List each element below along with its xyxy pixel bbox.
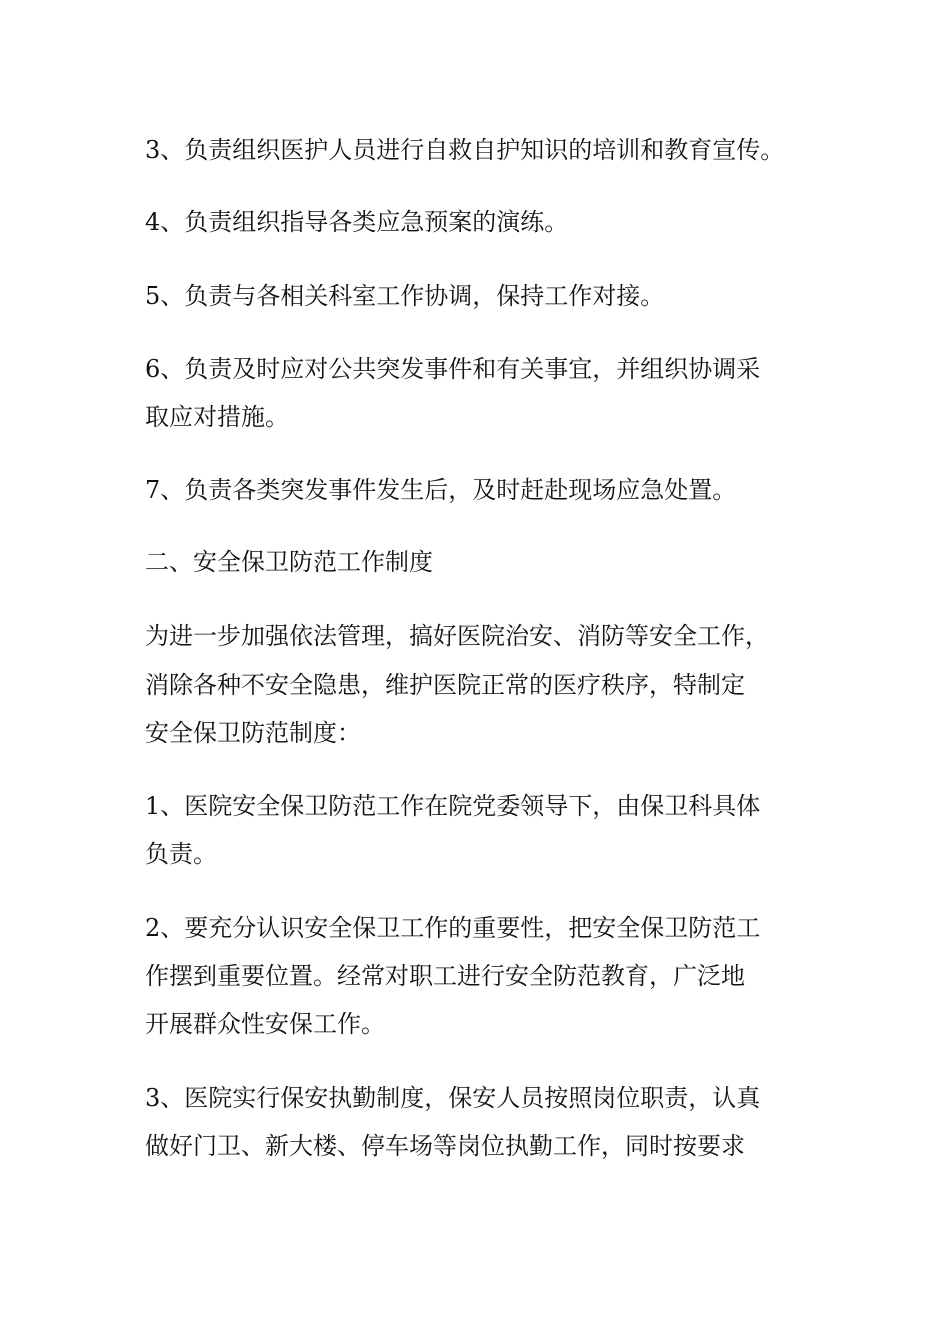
intro-paragraph-line-2: 消除各种不安全隐患，维护医院正常的医疗秩序，特制定 xyxy=(145,671,745,699)
rule-item-3-line-2: 做好门卫、新大楼、停车场等岗位执勤工作，同时按要求 xyxy=(145,1132,745,1160)
intro-paragraph-line-3: 安全保卫防范制度： xyxy=(145,719,361,747)
rule-item-2-line-2: 作摆到重要位置。经常对职工进行安全防范教育，广泛地 xyxy=(145,962,745,990)
duty-item-3: 3、负责组织医护人员进行自救自护知识的培训和教育宣传。 xyxy=(145,136,785,164)
duty-item-7: 7、负责各类突发事件发生后，及时赶赴现场应急处置。 xyxy=(145,476,737,504)
rule-item-3-line-1: 3、医院实行保安执勤制度，保安人员按照岗位职责，认真 xyxy=(145,1084,761,1112)
intro-paragraph-line-1: 为进一步加强依法管理，搞好医院治安、消防等安全工作， xyxy=(145,622,769,650)
rule-item-1-line-2: 负责。 xyxy=(145,840,217,868)
duty-item-6-line-2: 取应对措施。 xyxy=(145,403,289,431)
rule-item-2-line-1: 2、要充分认识安全保卫工作的重要性，把安全保卫防范工 xyxy=(145,914,761,942)
rule-item-1-line-1: 1、医院安全保卫防范工作在院党委领导下，由保卫科具体 xyxy=(145,792,761,820)
rule-item-2-line-3: 开展群众性安保工作。 xyxy=(145,1010,385,1038)
duty-item-6-line-1: 6、负责及时应对公共突发事件和有关事宜，并组织协调采 xyxy=(145,355,761,383)
duty-item-5: 5、负责与各相关科室工作协调，保持工作对接。 xyxy=(145,282,665,310)
duty-item-4: 4、负责组织指导各类应急预案的演练。 xyxy=(145,208,569,236)
section-heading: 二、安全保卫防范工作制度 xyxy=(145,548,433,576)
